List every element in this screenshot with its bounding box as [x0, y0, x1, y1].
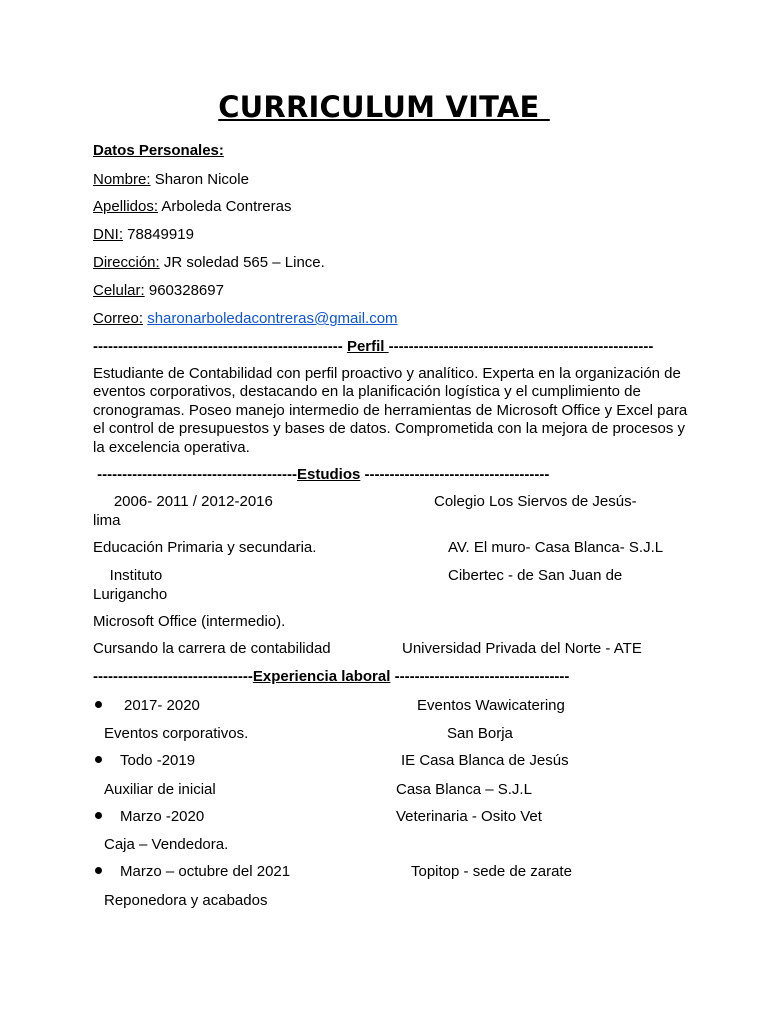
field-value: 78849919: [123, 226, 194, 243]
field-correo: [93, 310, 398, 328]
estudios-divider: [93, 466, 549, 484]
field-dni: [93, 226, 194, 244]
perfil-divider: [93, 338, 653, 356]
field-label: DNI:: [93, 226, 123, 243]
estudios-heading: Estudios: [296, 466, 361, 483]
field-label: Nombre:: [93, 171, 151, 188]
experiencia-heading: Experiencia laboral: [252, 668, 391, 685]
estudios-university: Universidad Privada del Norte - ATE: [402, 640, 642, 657]
bullet-icon: [95, 867, 102, 874]
field-label: Apellidos:: [93, 198, 159, 215]
document-title: CURRICULUM VITAE: [218, 90, 550, 124]
estudios-instituto: Instituto: [93, 567, 163, 584]
field-celular: [93, 282, 224, 300]
field-value: JR soledad 565 – Lince.: [159, 254, 325, 271]
job-role: Eventos corporativos.: [104, 725, 249, 742]
job-place: IE Casa Blanca de Jesús: [401, 752, 569, 769]
estudios-school-cont: lima: [93, 512, 121, 529]
email-link[interactable]: sharonarboledacontreras@gmail.com: [147, 310, 398, 327]
field-apellidos: [93, 198, 291, 216]
field-label: Dirección:: [93, 254, 160, 271]
field-direccion: [93, 254, 325, 272]
divider-right: -----------------------------------: [390, 668, 570, 685]
estudios-level: Educación Primaria y secundaria.: [93, 539, 317, 556]
divider-left: ----------------------------------------: [93, 466, 297, 483]
job-location: Casa Blanca – S.J.L: [396, 781, 532, 798]
perfil-text: Estudiante de Contabilidad con perfil proactivo y analítico. Experta en la organización de eventos corporativos, destacando en la planificación logística y el cumplimiento de cronogramas. Poseo manejo intermedio de herramientas de Microsoft Office y Excel para el control de presupuestos y bases de datos. Comprometida con la mejora de procesos y la excelencia operativa.: [93, 365, 688, 456]
estudios-career: Cursando la carrera de contabilidad: [93, 640, 331, 657]
estudios-school: Colegio Los Siervos de Jesús-: [434, 493, 637, 510]
divider-right: -----------------------------------------------------: [388, 338, 654, 355]
estudios-instituto-place: Cibertec - de San Juan de: [448, 567, 623, 584]
field-label: Celular:: [93, 282, 145, 299]
divider-left: --------------------------------------------------: [93, 338, 347, 355]
job-date: Marzo – octubre del 2021: [120, 863, 291, 880]
field-value: Arboleda Contreras: [158, 198, 292, 215]
experiencia-divider: [93, 668, 569, 686]
divider-left: --------------------------------: [93, 668, 253, 685]
job-role: Caja – Vendedora.: [104, 836, 229, 853]
job-date: Marzo -2020: [120, 808, 205, 825]
estudios-address: AV. El muro- Casa Blanca- S.J.L: [448, 539, 664, 556]
job-place: Veterinaria - Osito Vet: [396, 808, 542, 825]
estudios-course: Microsoft Office (intermedio).: [93, 613, 286, 630]
job-role: Reponedora y acabados: [104, 892, 268, 909]
field-value: Sharon Nicole: [150, 171, 249, 188]
job-role: Auxiliar de inicial: [104, 781, 216, 798]
job-place: Topitop - sede de zarate: [411, 863, 572, 880]
personal-heading: Datos Personales:: [93, 142, 224, 159]
divider-right: -------------------------------------: [360, 466, 550, 483]
job-location: San Borja: [447, 725, 513, 742]
field-value: 960328697: [144, 282, 224, 299]
bullet-icon: [95, 812, 102, 819]
bullet-icon: [95, 701, 102, 708]
job-date: Todo -2019: [120, 752, 196, 769]
field-label: Correo:: [93, 310, 144, 327]
estudios-period: 2006- 2011 / 2012-2016: [93, 493, 273, 510]
perfil-heading: Perfil: [346, 338, 389, 355]
estudios-instituto-cont: Lurigancho: [93, 586, 168, 603]
field-nombre: [93, 171, 249, 189]
job-place: Eventos Wawicatering: [417, 697, 565, 714]
job-date: 2017- 2020: [124, 697, 200, 714]
bullet-icon: [95, 756, 102, 763]
